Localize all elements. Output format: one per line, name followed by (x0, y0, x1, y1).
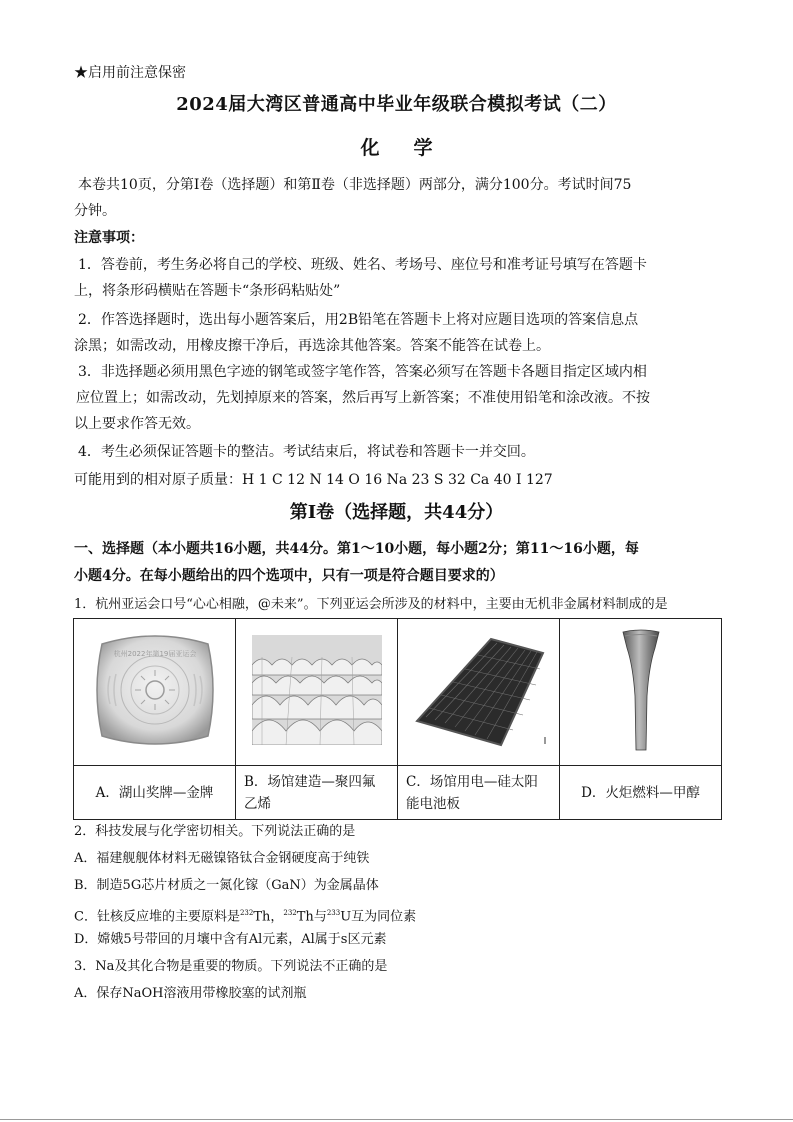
note-2-line-1: 2．作答选择题时，选出每小题答案后，用2B铅笔在答题卡上将对应题目选项的答案信息点 (78, 312, 639, 328)
intro-line-2: 分钟。 (74, 203, 116, 219)
torch-image (611, 626, 671, 754)
medal-inscription: 杭州2022年第19届亚运会 (113, 650, 196, 658)
atomic-masses: 可能用到的相对原子质量：H 1 C 12 N 14 O 16 Na 23 S 32 Ca 40 I 127 (74, 472, 553, 488)
volume-title: 第Ⅰ卷（选择题，共44分） (289, 502, 504, 523)
question-2-option-a: A．福建舰舰体材料无磁镍铬钛合金钢硬度高于纯铁 (74, 851, 370, 866)
solar-panel-image (409, 631, 549, 749)
option-a-caption: A．湖山奖牌—金牌 (74, 766, 236, 820)
page-bottom-rule (0, 1119, 793, 1120)
question-1-stem: 1．杭州亚运会口号“心心相融，@未来”。下列亚运会所涉及的材料中，主要由无机非金属材料制成的是 (74, 597, 668, 612)
note-1-line-2: 上，将条形码横贴在答题卡“条形码粘贴处” (74, 283, 341, 299)
question-1-options-table (73, 618, 722, 820)
gold-medal-image (90, 626, 220, 754)
section-instructions-line-1: 一、选择题（本小题共16小题，共44分。第1～10小题，每小题2分；第11～16小题，每 (74, 541, 639, 557)
question-3-stem: 3．Na及其化合物是重要的物质。下列说法不正确的是 (74, 959, 388, 974)
intro-line-1: 本卷共10页，分第Ⅰ卷（选择题）和第Ⅱ卷（非选择题）两部分，满分100分。考试时间75 (78, 177, 632, 193)
question-2-stem: 2．科技发展与化学密切相关。下列说法正确的是 (74, 824, 356, 839)
notes-heading: 注意事项： (74, 230, 144, 246)
note-1-line-1: 1．答卷前，考生务必将自己的学校、班级、姓名、考场号、座位号和准考证号填写在答题卡 (78, 257, 647, 273)
option-a-image-cell (74, 619, 236, 766)
confidential-mark: ★启用前注意保密 (74, 65, 186, 81)
question-2-option-c: C．钍核反应堆的主要原料是$^{232}$Th，$^{232}$Th与$^{233}$U互为同位素 (74, 909, 417, 925)
note-3-line-1: 3．非选择题必须用黑色字迹的钢笔或签字笔作答，答案必须写在答题卡各题目指定区域内相 (78, 364, 647, 380)
option-c-image-cell (398, 619, 560, 766)
note-4: 4．考生必须保证答题卡的整洁。考试结束后，将试卷和答题卡一并交回。 (78, 444, 535, 460)
subject-title: 化学 (360, 137, 467, 159)
note-2-line-2: 涂黑；如需改动，用橡皮擦干净后，再选涂其他答案。答案不能答在试卷上。 (74, 338, 550, 354)
exam-title: 2024届大湾区普通高中毕业年级联合模拟考试（二） (176, 94, 617, 115)
option-d-image-cell (560, 619, 722, 766)
note-3-line-3: 以上要求作答无效。 (74, 416, 200, 432)
option-b-caption: B．场馆建造—聚四氟 乙烯 (236, 766, 398, 820)
section-instructions-line-2: 小题4分。在每小题给出的四个选项中，只有一项是符合题目要求的） (74, 568, 504, 584)
note-3-line-2: 应位置上；如需改动，先划掉原来的答案，然后再写上新答案；不准使用铅笔和涂改液。不按 (76, 390, 650, 406)
question-3-option-a: A．保存NaOH溶液用带橡胶塞的试剂瓶 (74, 986, 307, 1001)
option-b-image-cell (236, 619, 398, 766)
option-c-caption: C．场馆用电—硅太阳 能电池板 (398, 766, 560, 820)
question-2-option-d: D．嫦娥5号带回的月壤中含有Al元素，Al属于s区元素 (74, 932, 387, 947)
option-d-caption: D．火炬燃料—甲醇 (560, 766, 722, 820)
stadium-roof-image (252, 635, 382, 745)
question-2-option-b: B．制造5G芯片材质之一氮化镓（GaN）为金属晶体 (74, 878, 379, 893)
